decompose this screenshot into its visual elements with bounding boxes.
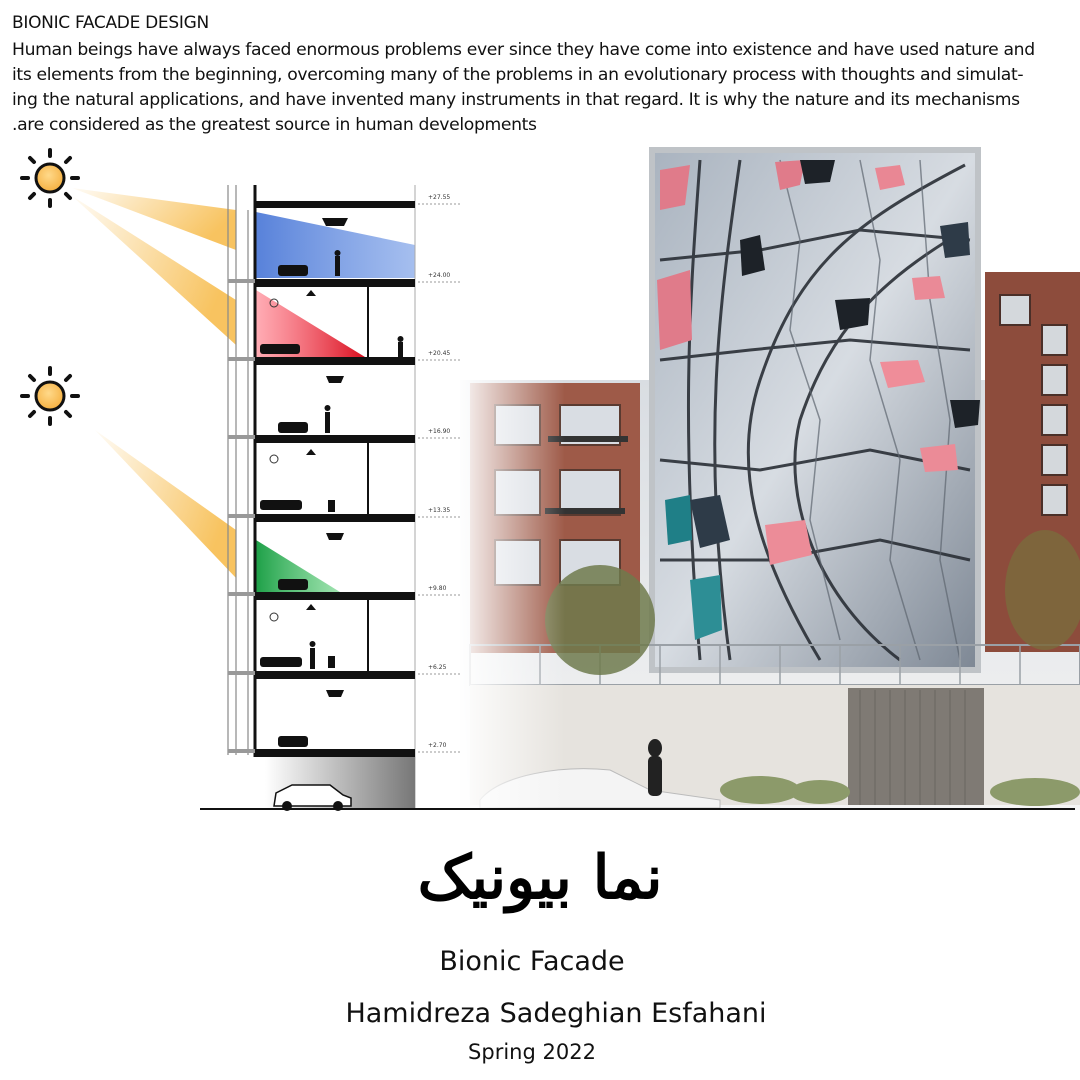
- sun-icon: [22, 150, 78, 206]
- elevation-label: +27.55: [428, 194, 451, 201]
- persian-title: نما بیونیک: [417, 843, 663, 913]
- paragraph-line: .are considered as the greatest source in human developments: [12, 115, 537, 135]
- garage-gate: [848, 688, 984, 805]
- elevation-label: +2.70: [428, 742, 447, 749]
- sun-beam: [95, 430, 236, 578]
- project-subtitle: Bionic Facade: [439, 946, 625, 977]
- intro-paragraph: [12, 38, 1076, 138]
- elevation-label: +6.25: [428, 664, 447, 671]
- author-name: Hamidreza Sadeghian Esfahani: [345, 998, 767, 1029]
- paragraph-line: its elements from the beginning, overcoming many of the problems in an evolutionary process with thoughts and simulat-: [12, 65, 1024, 85]
- elevation-label: +13.35: [428, 507, 451, 514]
- elevation-label: +9.80: [428, 585, 447, 592]
- sun-icon: [22, 368, 78, 424]
- elevation-label: +20.45: [428, 350, 451, 357]
- facade-render: [455, 150, 1080, 810]
- paragraph-line: ing the natural applications, and have invented many instruments in that regard. It is why the nature and its mechanisms: [12, 90, 1020, 110]
- page-heading: BIONIC FACADE DESIGN: [12, 13, 209, 33]
- person-silhouette: [648, 739, 662, 757]
- project-date: Spring 2022: [468, 1040, 596, 1064]
- facade-illustration: [0, 140, 1080, 820]
- sun-beam: [72, 188, 236, 250]
- paragraph-line: Human beings have always faced enormous problems ever since they have come into existence and have used nature and: [12, 40, 1035, 60]
- elevation-label: +24.00: [428, 272, 451, 279]
- elevation-label: +16.90: [428, 428, 451, 435]
